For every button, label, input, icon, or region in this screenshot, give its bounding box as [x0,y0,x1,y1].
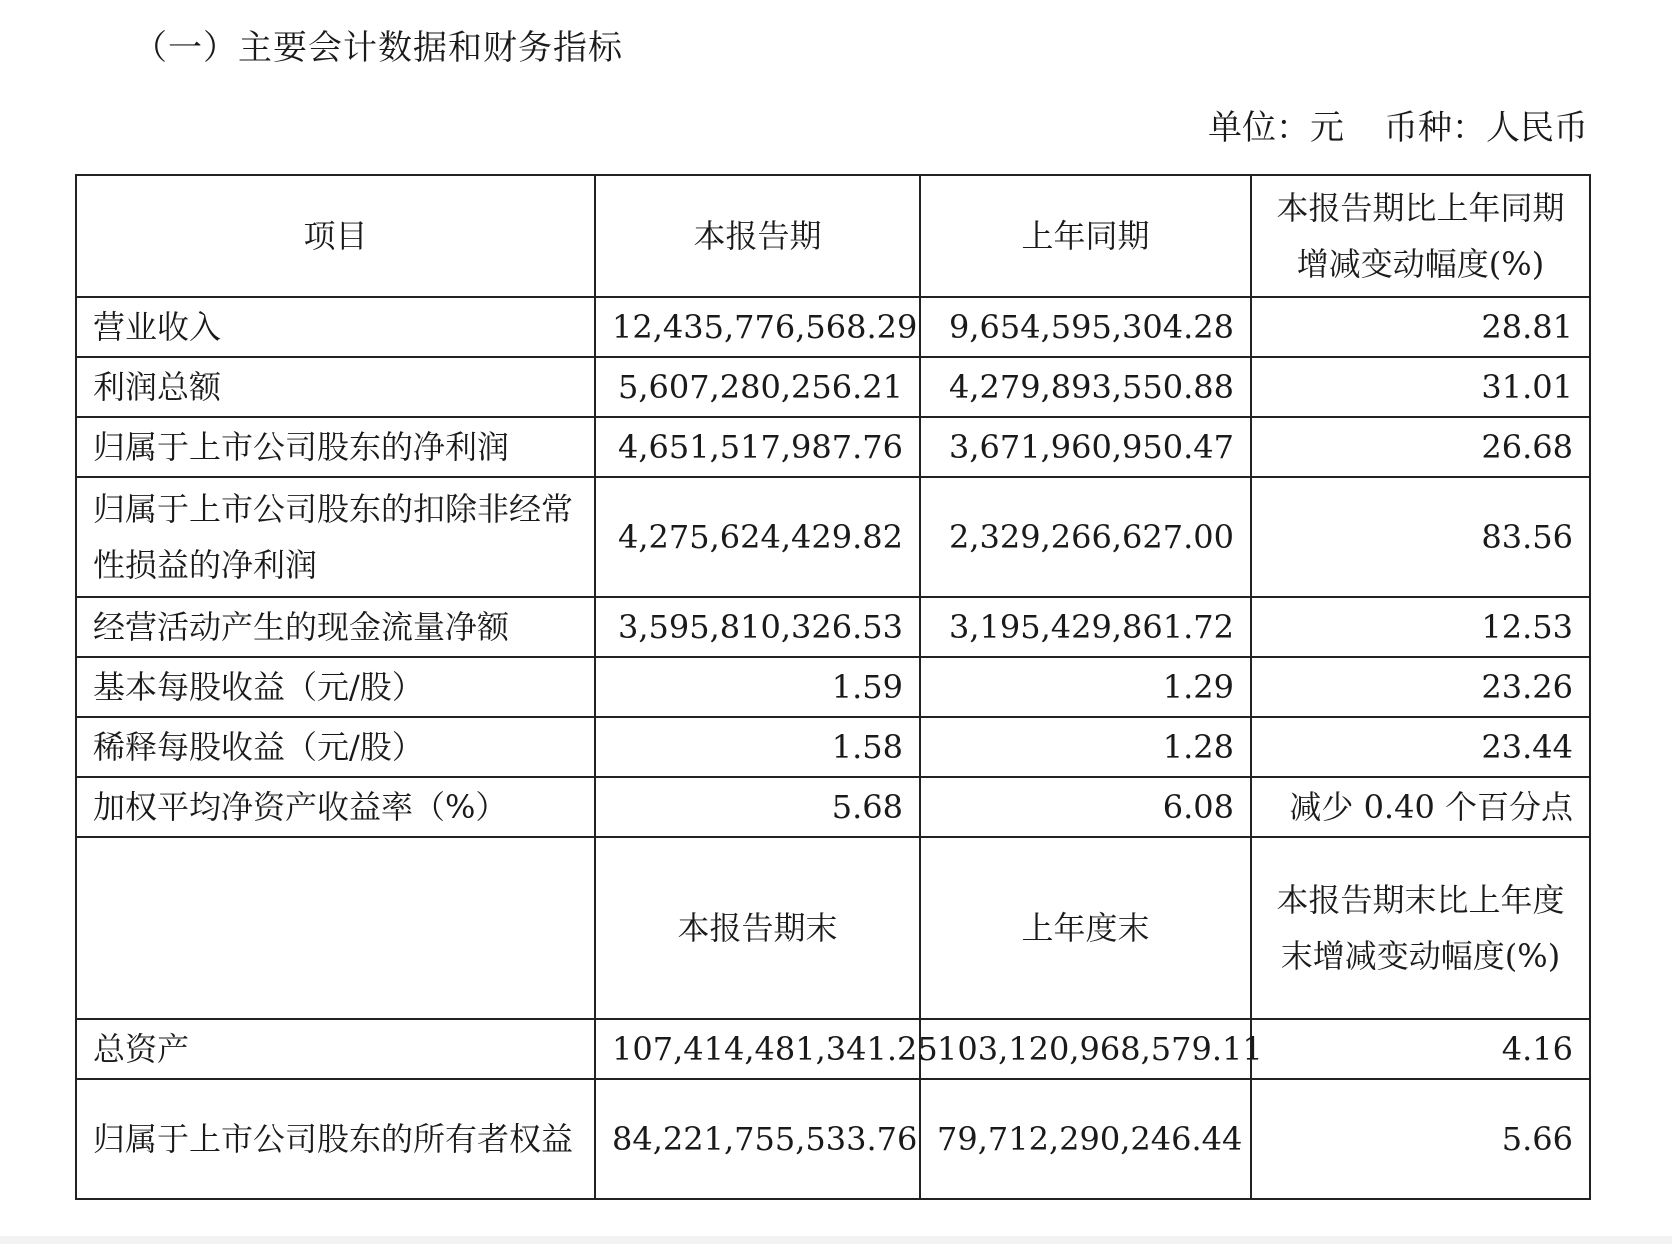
table-row [76,717,1590,777]
prior-value: 1.29 [920,657,1251,717]
current-value: 4,651,517,987.76 [595,417,920,477]
change-value: 4.16 [1251,1019,1590,1079]
change-value: 减少 0.40 个百分点 [1251,777,1590,837]
change-value: 31.01 [1251,357,1590,417]
current-value: 5,607,280,256.21 [595,357,920,417]
current-value: 4,275,624,429.82 [595,477,920,597]
row-label: 总资产 [76,1019,595,1079]
table-header-row [76,175,1590,297]
change-value: 28.81 [1251,297,1590,357]
current-value: 107,414,481,341.25 [595,1019,920,1079]
row-label: 利润总额 [76,357,595,417]
subheader-period-end: 本报告期末 [595,837,920,1019]
current-value: 1.58 [595,717,920,777]
unit-currency-line [1208,100,1588,149]
currency-label: 币种：人民币 [1384,108,1588,148]
table-row [76,417,1590,477]
unit-label: 单位：元 [1208,108,1344,148]
page-bottom-edge [0,1236,1672,1244]
section-title: （一）主要会计数据和财务指标 [133,28,623,68]
financial-indicators-table [75,174,1591,1200]
change-value: 83.56 [1251,477,1590,597]
table-row [76,357,1590,417]
table-row [76,657,1590,717]
prior-value: 3,671,960,950.47 [920,417,1251,477]
change-value: 23.44 [1251,717,1590,777]
current-value: 1.59 [595,657,920,717]
prior-value: 9,654,595,304.28 [920,297,1251,357]
prior-value: 1.28 [920,717,1251,777]
current-value: 12,435,776,568.29 [595,297,920,357]
change-value: 26.68 [1251,417,1590,477]
prior-value: 2,329,266,627.00 [920,477,1251,597]
table-row [76,597,1590,657]
header-change-pct: 本报告期比上年同期增减变动幅度(%) [1251,175,1590,297]
prior-value: 4,279,893,550.88 [920,357,1251,417]
current-value: 84,221,755,533.76 [595,1079,920,1199]
row-label: 归属于上市公司股东的扣除非经常性损益的净利润 [76,477,595,597]
row-label: 基本每股收益（元/股） [76,657,595,717]
row-label: 加权平均净资产收益率（%） [76,777,595,837]
table-row [76,1079,1590,1199]
table-row [76,1019,1590,1079]
prior-value: 103,120,968,579.11 [920,1019,1251,1079]
row-label: 营业收入 [76,297,595,357]
row-label: 稀释每股收益（元/股） [76,717,595,777]
table-row [76,297,1590,357]
change-value: 23.26 [1251,657,1590,717]
subheader-change-pct: 本报告期末比上年度末增减变动幅度(%) [1251,837,1590,1019]
prior-value: 79,712,290,246.44 [920,1079,1251,1199]
table-subheader-row [76,837,1590,1019]
table-row [76,477,1590,597]
row-label: 归属于上市公司股东的净利润 [76,417,595,477]
change-value: 12.53 [1251,597,1590,657]
change-value: 5.66 [1251,1079,1590,1199]
row-label: 经营活动产生的现金流量净额 [76,597,595,657]
table-row [76,777,1590,837]
subheader-prior-year-end: 上年度末 [920,837,1251,1019]
row-label: 归属于上市公司股东的所有者权益 [76,1079,595,1199]
prior-value: 3,195,429,861.72 [920,597,1251,657]
current-value: 5.68 [595,777,920,837]
header-prior-period: 上年同期 [920,175,1251,297]
header-current-period: 本报告期 [595,175,920,297]
prior-value: 6.08 [920,777,1251,837]
header-item: 项目 [76,175,595,297]
subheader-item [76,837,595,1019]
current-value: 3,595,810,326.53 [595,597,920,657]
